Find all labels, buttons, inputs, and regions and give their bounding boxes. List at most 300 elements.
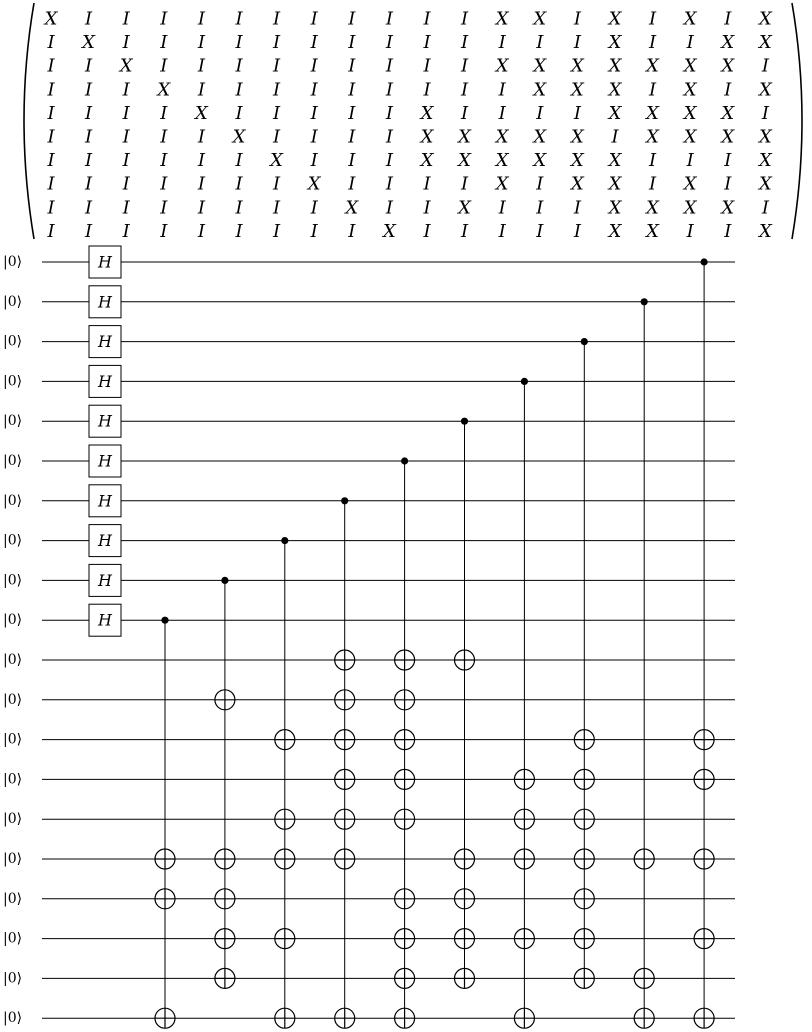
matrix-cell: I [85, 197, 93, 219]
matrix-cell: I [385, 173, 393, 195]
hadamard-label: H [98, 371, 112, 391]
matrix-cell: I [536, 102, 544, 124]
target-oplus [215, 849, 235, 869]
matrix-cell: X [721, 55, 735, 77]
target-oplus [395, 769, 415, 789]
matrix-cell: X [721, 197, 735, 219]
target-oplus [395, 1008, 415, 1028]
matrix-cell: I [724, 8, 732, 30]
matrix-cell: I [85, 55, 93, 77]
hadamard-label: H [98, 531, 112, 551]
matrix-cell: X [420, 102, 434, 124]
matrix-cell: I [197, 79, 205, 101]
target-oplus [215, 690, 235, 710]
matrix-cell: I [160, 150, 168, 172]
matrix-cell: I [47, 197, 55, 219]
cnot-gates [155, 258, 714, 1028]
matrix-cell: I [197, 55, 205, 77]
matrix-cell: X [646, 220, 660, 242]
target-oplus [395, 809, 415, 829]
matrix-cell: I [348, 102, 356, 124]
matrix-cell: I [611, 126, 619, 148]
matrix-cell: X [495, 150, 509, 172]
matrix-cell: X [608, 102, 622, 124]
matrix-cell: X [119, 55, 133, 77]
matrix-cell: I [160, 32, 168, 54]
target-oplus [694, 730, 714, 750]
matrix-cell: I [273, 8, 281, 30]
matrix-cell: X [608, 32, 622, 54]
matrix-cell: I [310, 32, 318, 54]
matrix-cell: I [498, 197, 506, 219]
target-oplus [275, 809, 295, 829]
hadamard-gate [89, 246, 121, 278]
cnot-gate-column [634, 298, 654, 1028]
target-oplus [155, 849, 175, 869]
matrix-cell: I [235, 32, 243, 54]
qubit-label: |0⟩ [3, 890, 23, 907]
matrix-cell: X [646, 126, 660, 148]
matrix-cell: I [197, 197, 205, 219]
qubit-label: |0⟩ [3, 970, 23, 987]
target-oplus [574, 889, 594, 909]
target-oplus [215, 929, 235, 949]
qubit-label: |0⟩ [3, 851, 23, 867]
matrix-cell: X [721, 126, 735, 148]
matrix-cell: I [724, 79, 732, 101]
matrix-cell: I [273, 173, 281, 195]
matrix-cell: I [348, 126, 356, 148]
matrix-cell: I [160, 126, 168, 148]
target-oplus [395, 929, 415, 949]
matrix-cell: I [197, 126, 205, 148]
matrix-cell: I [122, 8, 130, 30]
matrix-cell: I [310, 197, 318, 219]
matrix-cell: I [273, 197, 281, 219]
matrix-cell: I [761, 55, 769, 77]
matrix-cell: X [683, 79, 697, 101]
control-dot [521, 378, 528, 385]
matrix-cell: X [345, 197, 359, 219]
hadamard-gate [89, 485, 121, 517]
matrix-cell: I [573, 8, 581, 30]
matrix-cell: I [385, 55, 393, 77]
matrix-cell: I [461, 8, 469, 30]
hadamard-gate [89, 525, 121, 557]
matrix-cell: X [495, 173, 509, 195]
matrix-cell: I [47, 32, 55, 54]
matrix-cell: I [348, 8, 356, 30]
target-oplus [514, 849, 534, 869]
qubit-label: |0⟩ [3, 1010, 23, 1027]
matrix-cell: I [122, 32, 130, 54]
matrix-cell: X [683, 197, 697, 219]
matrix-cell: I [235, 102, 243, 124]
target-oplus [215, 889, 235, 909]
matrix-cell: I [573, 32, 581, 54]
target-oplus [395, 690, 415, 710]
control-dot [161, 617, 168, 624]
matrix-cell: I [47, 220, 55, 242]
matrix-cell: I [273, 55, 281, 77]
matrix-cell: I [573, 220, 581, 242]
target-oplus [275, 730, 295, 750]
target-oplus [455, 968, 475, 988]
matrix-cell: I [197, 8, 205, 30]
matrix-cell: I [235, 79, 243, 101]
matrix-cell: I [573, 102, 581, 124]
target-oplus [155, 889, 175, 909]
matrix-cell: X [758, 126, 772, 148]
target-oplus [514, 769, 534, 789]
matrix-cell: I [310, 55, 318, 77]
matrix-cell: I [273, 126, 281, 148]
hadamard-gate [89, 365, 121, 397]
matrix-cell: X [382, 220, 396, 242]
matrix-cell: X [533, 150, 547, 172]
target-oplus [335, 730, 355, 750]
matrix-cell: X [194, 102, 208, 124]
hadamard-label: H [98, 451, 112, 471]
matrix-cell: X [533, 126, 547, 148]
matrix-cell: I [649, 8, 657, 30]
qubit-label: |0⟩ [3, 293, 23, 310]
matrix-cell: X [608, 220, 622, 242]
hadamard-gate [89, 405, 121, 437]
target-oplus [634, 968, 654, 988]
cnot-gate-column [514, 378, 534, 1028]
target-oplus [574, 849, 594, 869]
matrix-cell: I [235, 55, 243, 77]
matrix-cell: I [686, 32, 694, 54]
stabilizer-matrix [24, 3, 802, 242]
control-dot [701, 258, 708, 265]
target-oplus [514, 1008, 534, 1028]
target-oplus [335, 690, 355, 710]
hadamard-label: H [98, 292, 112, 312]
matrix-cell: I [348, 55, 356, 77]
matrix-cell: I [385, 32, 393, 54]
matrix-cell: I [423, 8, 431, 30]
matrix-cell: I [85, 126, 93, 148]
matrix-cell: I [47, 173, 55, 195]
qubit-label: |0⟩ [3, 492, 23, 509]
matrix-cell: I [235, 220, 243, 242]
matrix-cell: X [44, 8, 58, 30]
matrix-cell: I [122, 79, 130, 101]
matrix-cell: I [498, 32, 506, 54]
matrix-cell: X [307, 173, 321, 195]
hadamard-label: H [98, 252, 112, 272]
matrix-cell: I [385, 197, 393, 219]
cnot-gate-column [395, 457, 415, 1028]
matrix-cell: I [310, 102, 318, 124]
matrix-cell: I [385, 126, 393, 148]
matrix-cell: I [273, 32, 281, 54]
matrix-cell: X [646, 197, 660, 219]
matrix-cell: I [47, 79, 55, 101]
control-dot [221, 577, 228, 584]
target-oplus [155, 1008, 175, 1028]
matrix-cell: X [157, 79, 171, 101]
qubit-label: |0⟩ [3, 771, 23, 788]
matrix-cell: X [721, 102, 735, 124]
matrix-cell: X [683, 173, 697, 195]
matrix-cell: X [758, 150, 772, 172]
matrix-cell: I [235, 8, 243, 30]
hadamard-gate [89, 445, 121, 477]
qubit-label: |0⟩ [3, 811, 23, 828]
hadamard-label: H [98, 491, 112, 511]
qubit-labels [3, 254, 22, 1026]
matrix-cell: I [310, 220, 318, 242]
matrix-cell: I [385, 8, 393, 30]
matrix-cell: X [683, 55, 697, 77]
matrix-cell: I [122, 173, 130, 195]
matrix-cell: X [570, 126, 584, 148]
matrix-cell: X [758, 173, 772, 195]
target-oplus [275, 929, 295, 949]
matrix-cell: I [85, 173, 93, 195]
matrix-cell: I [47, 150, 55, 172]
matrix-cell: X [758, 220, 772, 242]
target-oplus [574, 809, 594, 829]
matrix-cell: X [495, 126, 509, 148]
matrix-cell: I [122, 102, 130, 124]
target-oplus [335, 849, 355, 869]
matrix-cell: X [420, 150, 434, 172]
matrix-cell: I [536, 197, 544, 219]
qubit-label: |0⟩ [3, 731, 23, 748]
matrix-cell: I [197, 150, 205, 172]
qubit-label: |0⟩ [3, 652, 23, 668]
matrix-cell: X [608, 55, 622, 77]
matrix-cell: I [310, 126, 318, 148]
matrix-cell: I [160, 173, 168, 195]
matrix-cell: I [423, 197, 431, 219]
matrix-cell: I [724, 173, 732, 195]
target-oplus [215, 968, 235, 988]
target-oplus [335, 809, 355, 829]
matrix-cell: X [495, 55, 509, 77]
matrix-cell: X [458, 197, 472, 219]
control-dot [641, 298, 648, 305]
target-oplus [455, 849, 475, 869]
target-oplus [395, 650, 415, 670]
matrix-cell: I [273, 102, 281, 124]
matrix-cell: I [573, 197, 581, 219]
target-oplus [395, 968, 415, 988]
matrix-cell: I [461, 220, 469, 242]
matrix-cell: I [160, 8, 168, 30]
matrix-cell: I [649, 150, 657, 172]
matrix-cell: X [570, 55, 584, 77]
qubit-label: |0⟩ [3, 373, 23, 390]
matrix-cell: X [533, 79, 547, 101]
matrix-cell: I [686, 220, 694, 242]
target-oplus [455, 929, 475, 949]
matrix-cell: I [761, 197, 769, 219]
matrix-cell: I [649, 32, 657, 54]
matrix-cell: X [570, 150, 584, 172]
matrix-cell: X [82, 32, 96, 54]
qubit-wires [42, 262, 735, 1018]
cnot-gate-column [275, 537, 295, 1028]
control-dot [341, 497, 348, 504]
matrix-cell: I [273, 220, 281, 242]
matrix-cell: I [235, 173, 243, 195]
matrix-cell: I [423, 55, 431, 77]
matrix-cell: X [533, 55, 547, 77]
target-oplus [574, 929, 594, 949]
target-oplus [574, 968, 594, 988]
cnot-gate-column [155, 617, 175, 1029]
matrix-cell: I [348, 173, 356, 195]
qubit-label: |0⟩ [3, 930, 23, 947]
matrix-cell: I [536, 173, 544, 195]
target-oplus [455, 650, 475, 670]
matrix-cell: I [310, 79, 318, 101]
matrix-cell: X [232, 126, 246, 148]
matrix-cell: I [85, 150, 93, 172]
matrix-cell: I [47, 55, 55, 77]
target-oplus [395, 730, 415, 750]
control-dot [281, 537, 288, 544]
matrix-cell: X [683, 126, 697, 148]
cnot-gate-column [694, 258, 714, 1028]
matrix-cell: I [47, 102, 55, 124]
matrix-cell: I [160, 197, 168, 219]
matrix-cell: I [122, 150, 130, 172]
hadamard-gates [89, 246, 121, 636]
target-oplus [694, 769, 714, 789]
target-oplus [335, 769, 355, 789]
matrix-cell: I [85, 220, 93, 242]
target-oplus [694, 1008, 714, 1028]
matrix-cell: X [683, 8, 697, 30]
matrix-cell: I [385, 150, 393, 172]
matrix-cell: I [385, 102, 393, 124]
qubit-label: |0⟩ [3, 333, 23, 350]
matrix-cell: X [608, 173, 622, 195]
matrix-cell: X [758, 8, 772, 30]
target-oplus [514, 929, 534, 949]
matrix-cell: I [160, 102, 168, 124]
matrix-cell: X [458, 126, 472, 148]
matrix-cell: I [235, 150, 243, 172]
matrix-cell: I [85, 79, 93, 101]
qubit-label: |0⟩ [3, 453, 23, 469]
control-dot [461, 418, 468, 425]
hadamard-label: H [98, 332, 112, 352]
cnot-gate-column [574, 338, 594, 988]
matrix-cell: X [758, 79, 772, 101]
matrix-cell: X [458, 150, 472, 172]
matrix-cell: I [423, 32, 431, 54]
target-oplus [275, 1008, 295, 1028]
matrix-cell: I [423, 79, 431, 101]
matrix-left-paren [24, 3, 34, 239]
qubit-label: |0⟩ [3, 612, 23, 629]
qubit-label: |0⟩ [3, 572, 23, 589]
matrix-cell: I [348, 150, 356, 172]
matrix-cell: I [122, 197, 130, 219]
target-oplus [574, 730, 594, 750]
matrix-cell: I [724, 150, 732, 172]
matrix-cell: I [160, 220, 168, 242]
hadamard-label: H [98, 411, 112, 431]
matrix-cell: I [761, 102, 769, 124]
matrix-cell: X [608, 197, 622, 219]
matrix-cell: I [461, 173, 469, 195]
control-dot [581, 338, 588, 345]
target-oplus [455, 889, 475, 909]
control-dot [401, 457, 408, 464]
matrix-cell: I [498, 102, 506, 124]
matrix-cell: I [47, 126, 55, 148]
matrix-cell: I [85, 8, 93, 30]
matrix-cell: X [608, 8, 622, 30]
matrix-cell: I [348, 32, 356, 54]
matrix-cell: X [495, 8, 509, 30]
matrix-cell: I [160, 55, 168, 77]
matrix-cell: X [608, 79, 622, 101]
matrix-cell: X [270, 150, 284, 172]
matrix-cell: X [758, 32, 772, 54]
matrix-cell: X [646, 55, 660, 77]
matrix-cell: I [122, 126, 130, 148]
matrix-cell: X [570, 79, 584, 101]
matrix-cell: I [536, 220, 544, 242]
matrix-cell: I [310, 150, 318, 172]
target-oplus [634, 1008, 654, 1028]
matrix-cell: I [649, 79, 657, 101]
cnot-gate-column [335, 497, 355, 1028]
hadamard-gate [89, 286, 121, 318]
matrix-cell: I [461, 55, 469, 77]
target-oplus [335, 650, 355, 670]
matrix-cell: I [724, 220, 732, 242]
matrix-cell: I [273, 79, 281, 101]
target-oplus [395, 889, 415, 909]
hadamard-gate [89, 604, 121, 636]
target-oplus [574, 769, 594, 789]
matrix-right-paren [792, 3, 802, 239]
matrix-cell: I [686, 150, 694, 172]
matrix-cell: I [348, 79, 356, 101]
matrix-cell: I [197, 220, 205, 242]
matrix-cell: I [423, 220, 431, 242]
matrix-cell: X [646, 102, 660, 124]
target-oplus [514, 809, 534, 829]
target-oplus [694, 929, 714, 949]
hadamard-label: H [98, 610, 112, 630]
matrix-cell: I [649, 173, 657, 195]
qubit-label: |0⟩ [3, 691, 23, 708]
target-oplus [634, 849, 654, 869]
matrix-cell: I [85, 102, 93, 124]
matrix-cell: X [420, 126, 434, 148]
cnot-gate-column [215, 577, 235, 989]
matrix-cell: X [721, 32, 735, 54]
matrix-cell: X [533, 8, 547, 30]
matrix-cell: I [348, 220, 356, 242]
matrix-cell: X [570, 173, 584, 195]
matrix-cell: I [423, 173, 431, 195]
matrix-cell: I [385, 79, 393, 101]
matrix-cell: I [310, 8, 318, 30]
target-oplus [694, 849, 714, 869]
